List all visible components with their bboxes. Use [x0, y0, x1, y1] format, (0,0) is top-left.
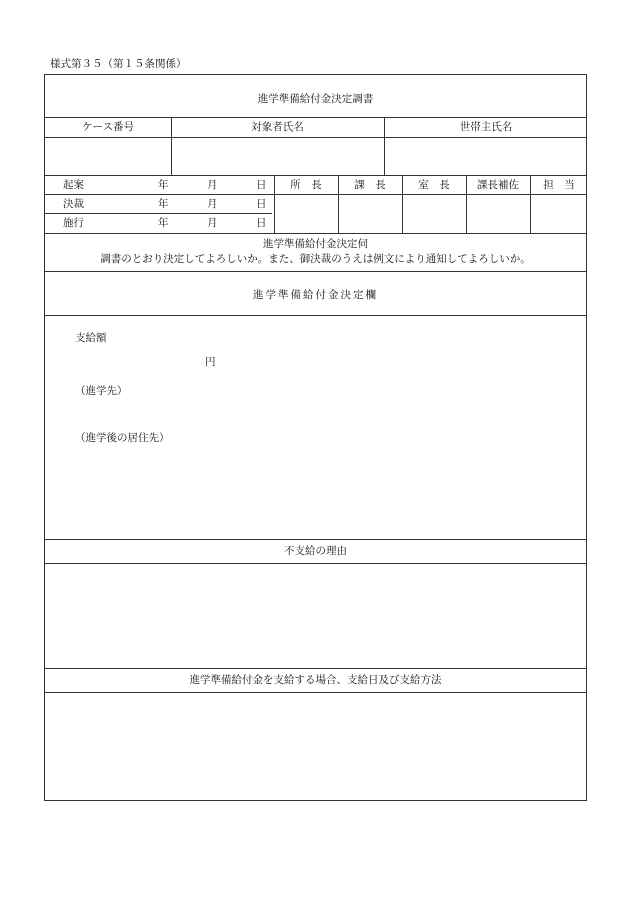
divider — [274, 175, 275, 233]
divider — [45, 117, 586, 118]
date-row-label: 決裁 — [63, 198, 84, 210]
inquiry-title: 進学準備給付金決定伺 — [263, 238, 368, 250]
decision-heading: 進学準備給付金決定欄 — [253, 289, 378, 301]
divider — [530, 175, 531, 233]
approval-section-chief: 課 長 — [354, 179, 386, 191]
divider — [45, 194, 586, 195]
non-payment-heading: 不支給の理由 — [284, 545, 347, 557]
payment-method-heading: 進学準備給付金を支給する場合、支給日及び支給方法 — [189, 674, 442, 686]
form-number: 様式第３５（第１５条関係） — [50, 58, 187, 70]
day-label: 日 — [256, 217, 267, 229]
divider — [402, 175, 403, 233]
approval-director: 所 長 — [290, 179, 322, 191]
divider — [45, 271, 586, 272]
approval-office-chief: 室 長 — [418, 179, 450, 191]
date-row-label: 施行 — [63, 217, 84, 229]
divider — [45, 563, 586, 564]
month-label: 月 — [207, 217, 218, 229]
subject-name-header: 対象者氏名 — [251, 121, 304, 133]
divider — [45, 539, 586, 540]
household-head-header: 世帯主氏名 — [459, 121, 513, 133]
divider — [45, 137, 586, 138]
day-label: 日 — [256, 198, 267, 210]
decision-form — [44, 74, 587, 801]
approval-staff: 担 当 — [543, 179, 575, 191]
destination-label: （進学先） — [75, 385, 128, 397]
divider — [45, 668, 586, 669]
month-label: 月 — [207, 179, 218, 191]
inquiry-body: 調書のとおり決定してよろしいか。また、御決裁のうえは例文により通知してよろしいか。 — [100, 253, 531, 265]
divider — [45, 175, 586, 176]
residence-label: （進学後の居住先） — [75, 432, 170, 444]
divider — [45, 233, 586, 234]
form-title: 進学準備給付金決定調書 — [257, 93, 374, 105]
case-number-header: ケース番号 — [82, 121, 134, 133]
yen-label: 円 — [205, 356, 216, 368]
divider — [338, 175, 339, 233]
month-label: 月 — [207, 198, 218, 210]
date-row-label: 起案 — [63, 179, 84, 191]
divider — [45, 315, 586, 316]
divider — [45, 213, 272, 214]
amount-label: 支給額 — [75, 332, 107, 344]
day-label: 日 — [256, 179, 267, 191]
divider — [45, 692, 586, 693]
divider — [171, 117, 172, 175]
year-label: 年 — [158, 198, 169, 210]
year-label: 年 — [158, 217, 169, 229]
approval-assistant-chief: 課長補佐 — [477, 179, 519, 191]
divider — [466, 175, 467, 233]
year-label: 年 — [158, 179, 169, 191]
divider — [384, 117, 385, 175]
